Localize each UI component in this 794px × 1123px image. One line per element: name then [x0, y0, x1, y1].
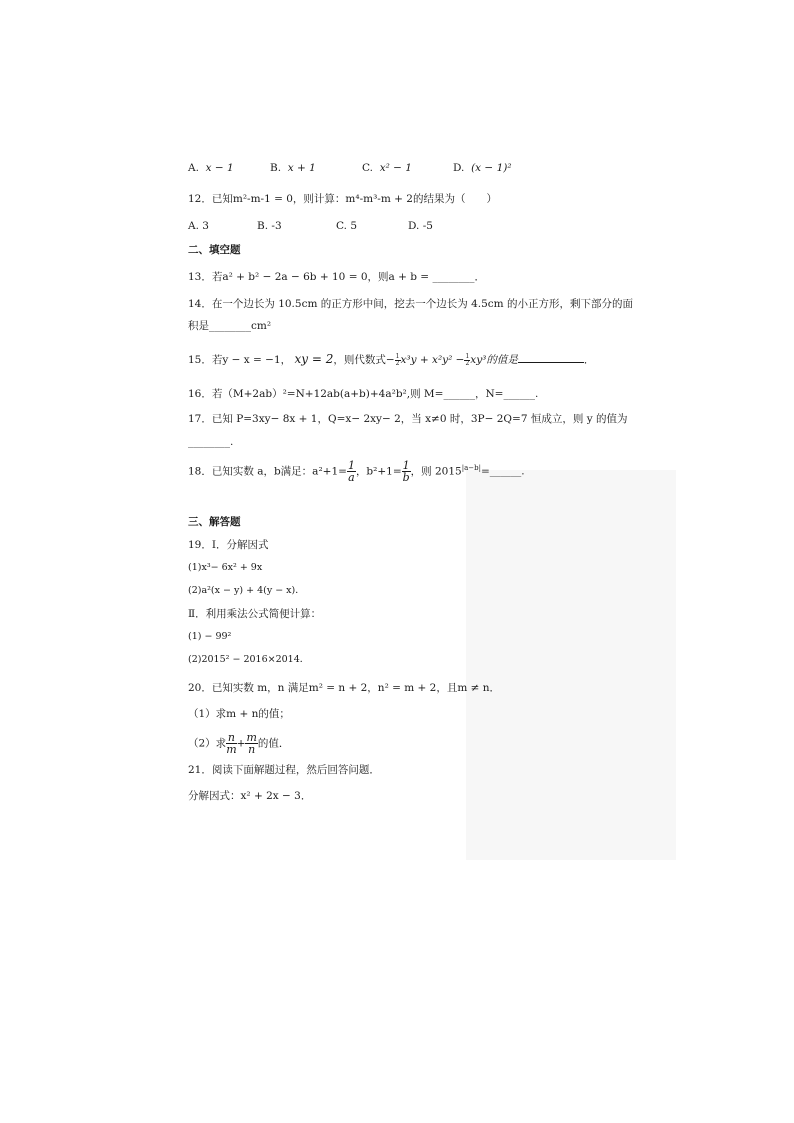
option-label: A. [188, 162, 199, 174]
q11-option-d [453, 160, 512, 176]
q20-part2-suffix: 的值． [257, 737, 290, 750]
option-expr: x − 1 [205, 162, 234, 174]
q12-question: 12．已知m²-m-1 = 0，则计算：m⁴-m³-m + 2的结果为（ ） [188, 193, 497, 205]
q20-part2-prefix: （2）求 [188, 737, 227, 750]
option-label: B. [270, 162, 282, 174]
q15-fraction-1: $\frac{1}{2}$ [395, 352, 400, 367]
q19-part3: (1) − 99² [188, 631, 232, 642]
q15-question: 15．若y − x = −1， xy = 2，则代数式− $\frac{1}{2}$ x³y + x²y² − $\frac{1}{2}$ xy³的值是 ． [188, 352, 595, 367]
q12-option-d: D. -5 [408, 220, 433, 232]
q18-prefix: 18．已知实数 a，b满足：a²+1= [188, 465, 347, 478]
q19-part4: (2)2015² − 2016×2014． [188, 654, 310, 665]
q17-question-line1: 17．已知 P=3xy− 8x + 1，Q=x− 2xy− 2，当 x≠0 时，3P− 2Q=7 恒成立，则 y 的值为 [188, 413, 628, 425]
q15-condition: xy = 2 [294, 352, 334, 366]
q19-heading-2: Ⅱ．利用乘法公式简便计算： [188, 608, 322, 620]
q15-term-2: xy³的值是 [470, 354, 518, 366]
q15-fraction-2: $\frac{1}{2}$ [465, 352, 470, 367]
q20-heading: 20．已知实数 m，n 满足m² = n + 2，n² = m + 2，且m ≠ n． [188, 682, 501, 694]
q20-fraction-m-over-n: $\frac{m}{n}$ [246, 731, 257, 756]
option-expr: (x − 1)² [471, 162, 512, 174]
q13-question: 13．若a² + b² − 2a − 6b + 10 = 0，则a + b = ________． [188, 271, 485, 283]
q15-term-1: x³y + x²y² − [400, 354, 465, 366]
section-heading-fill-in: 二、填空题 [188, 244, 241, 256]
q19-part2: (2)a²(x − y) + 4(y − x)． [188, 585, 305, 596]
option-label: D. [453, 162, 465, 174]
q12-option-a: A. 3 [188, 220, 209, 232]
q17-question-line2: ________. [188, 436, 234, 448]
option-expr: x² − 1 [379, 162, 412, 174]
section-heading-solutions: 三、解答题 [188, 516, 241, 528]
q15-mid: ，则代数式− [333, 354, 395, 366]
scan-shading [466, 470, 676, 860]
q11-option-c [362, 160, 412, 176]
option-expr: x + 1 [287, 162, 316, 174]
q15-prefix: 15．若y − x = −1， [188, 354, 292, 366]
q16-question: 16．若（M+2ab）²=N+12ab(a+b)+4a²b²,则 M=______，N=______. [188, 388, 539, 400]
q20-part2: （2）求 $\frac{n}{m}$ + $\frac{m}{n}$ 的值． [188, 731, 290, 756]
q18-question: 18．已知实数 a，b满足：a²+1= $\frac{1}{a}$ ，b²+1= $\frac{1}{b}$ ，则 $2015^{|a-b|}=\_\_\_\_\_\_$. [188, 459, 525, 484]
q18-mid: ，b²+1= [355, 465, 402, 478]
q15-answer-blank [518, 352, 584, 363]
option-label: C. [362, 162, 373, 174]
q19-part1: (1)x³− 6x² + 9x [188, 562, 263, 573]
q18-exponent: |a−b| [461, 464, 481, 472]
q12-option-c: C. 5 [336, 220, 358, 232]
q14-question-line1: 14．在一个边长为 10.5cm 的正方形中间，挖去一个边长为 4.5cm 的小正方形，剩下部分的面 [188, 298, 633, 310]
q20-fraction-n-over-m: $\frac{n}{m}$ [226, 731, 237, 756]
q11-option-a [188, 160, 234, 176]
q19-heading: 19．Ⅰ．分解因式 [188, 539, 269, 551]
q18-fraction-b: $\frac{1}{b}$ [402, 459, 410, 484]
q18-suffix: ，则 2015 [410, 465, 462, 478]
q21-heading: 21．阅读下面解题过程，然后回答问题． [188, 764, 380, 776]
q12-option-b: B. -3 [257, 220, 282, 232]
q20-part1: （1）求m + n的值； [188, 708, 290, 720]
q18-fraction-a: $\frac{1}{a}$ [347, 459, 355, 484]
q11-option-b [270, 160, 316, 176]
q14-question-line2: 积是________cm² [188, 320, 272, 332]
q21-part1: 分解因式：x² + 2x − 3． [188, 790, 312, 802]
